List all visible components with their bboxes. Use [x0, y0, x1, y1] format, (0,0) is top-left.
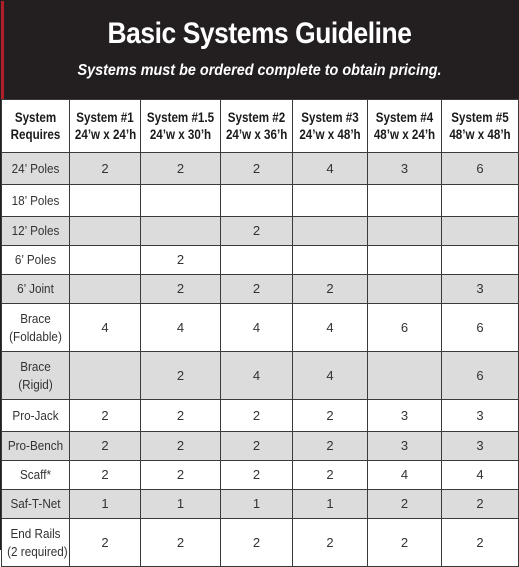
table-cell: 3: [368, 153, 442, 185]
table-row: [2, 153, 519, 185]
row-label-text: 6’ Poles: [14, 252, 57, 267]
table-row: [2, 275, 519, 304]
table-cell: 6: [442, 352, 519, 400]
header-banner: [1, 1, 518, 99]
table-cell: 2: [368, 490, 442, 519]
table-cell: 2: [70, 153, 141, 185]
header-accent-bar: [1, 1, 4, 99]
column-header-size: 48’w x 48’h: [449, 127, 511, 142]
table-cell: 2: [70, 400, 141, 432]
column-header-system-3: [293, 100, 368, 153]
column-header-system-2: [221, 100, 293, 153]
table-cell: [368, 275, 442, 304]
table-cell: 2: [293, 275, 368, 304]
column-header-name: System #1: [76, 110, 134, 125]
table-cell: 2: [221, 217, 293, 246]
row-label-text: 18’ Poles: [11, 192, 60, 208]
table-cell: 2: [141, 352, 221, 400]
row-label-text: (Foldable): [9, 328, 62, 344]
table-row: [2, 185, 519, 217]
table-cell: 2: [293, 519, 368, 567]
table-cell: 2: [141, 519, 221, 567]
table-cell: [368, 185, 442, 217]
column-header-system-4: [368, 100, 442, 153]
row-label-text: (Rigid): [18, 376, 53, 392]
column-header-system-1: [70, 100, 141, 153]
table-cell: [293, 217, 368, 246]
table-cell: 2: [221, 432, 293, 461]
table-row: [2, 461, 519, 490]
table-cell: 2: [442, 490, 519, 519]
table-cell: 4: [293, 352, 368, 400]
table-cell: 2: [368, 519, 442, 567]
row-label-text: Scaff*: [19, 467, 51, 482]
table-header-row: [2, 100, 519, 153]
row-label: [2, 304, 70, 352]
table-row: [2, 217, 519, 246]
column-header-system-5: [442, 100, 519, 153]
table-cell: 2: [70, 519, 141, 567]
column-header-name: System #5: [451, 110, 509, 125]
corner-header-line: System: [14, 110, 57, 125]
row-label-text: End Rails: [10, 525, 61, 541]
table-row: [2, 352, 519, 400]
row-label: [2, 275, 70, 304]
row-label: [2, 461, 70, 490]
row-label: [2, 246, 70, 275]
column-header-system-1-5: [141, 100, 221, 153]
table-cell: 2: [293, 461, 368, 490]
row-label-text: 24’ Poles: [11, 160, 60, 176]
table-cell: [221, 185, 293, 217]
row-label-text: (2 required): [7, 543, 68, 559]
row-label: [2, 153, 70, 185]
table-row: [2, 490, 519, 519]
table-cell: 2: [293, 432, 368, 461]
table-cell: [293, 185, 368, 217]
row-label-text: Brace: [20, 358, 51, 374]
table-cell: 2: [221, 275, 293, 304]
table-cell: [70, 246, 141, 275]
table-cell: 2: [221, 461, 293, 490]
row-label-text: 12’ Poles: [11, 223, 60, 238]
table-cell: 2: [70, 432, 141, 461]
row-label-text: Pro-Jack: [12, 407, 59, 423]
table-cell: 2: [141, 246, 221, 275]
row-label: [2, 217, 70, 246]
table-cell: [293, 246, 368, 275]
table-cell: 4: [141, 304, 221, 352]
column-header-size: 24’w x 30’h: [149, 127, 212, 142]
table-cell: [70, 275, 141, 304]
table-cell: 2: [141, 153, 221, 185]
table-cell: 2: [221, 400, 293, 432]
table-cell: 1: [70, 490, 141, 519]
table-cell: 2: [141, 432, 221, 461]
table-row: [2, 400, 519, 432]
table-cell: [442, 246, 519, 275]
table-cell: [442, 217, 519, 246]
page-title: Basic Systems Guideline: [107, 17, 412, 50]
table-cell: 1: [293, 490, 368, 519]
table-cell: 3: [442, 432, 519, 461]
table-cell: 3: [442, 400, 519, 432]
row-label: [2, 185, 70, 217]
column-header-size: 24’w x 24’h: [74, 127, 137, 142]
table-cell: 4: [368, 461, 442, 490]
table-cell: 4: [293, 304, 368, 352]
table-cell: [368, 246, 442, 275]
table-cell: 1: [221, 490, 293, 519]
systems-table: [1, 99, 519, 567]
column-header-size: 24’w x 48’h: [299, 127, 361, 142]
table-cell: 3: [442, 275, 519, 304]
table-cell: 6: [368, 304, 442, 352]
table-row: [2, 519, 519, 567]
column-header-size: 48’w x 24’h: [373, 127, 436, 142]
row-label-text: 6’ Joint: [17, 281, 54, 296]
table-cell: 2: [70, 461, 141, 490]
table-cell: 2: [442, 519, 519, 567]
column-header-name: System #1.5: [146, 110, 215, 125]
table-cell: [141, 217, 221, 246]
table-cell: 4: [293, 153, 368, 185]
table-cell: 4: [221, 304, 293, 352]
table-cell: 2: [141, 275, 221, 304]
table-row: [2, 432, 519, 461]
table-cell: 4: [442, 461, 519, 490]
table-cell: 2: [221, 153, 293, 185]
table-cell: [368, 217, 442, 246]
table-cell: [368, 352, 442, 400]
table-cell: 3: [368, 432, 442, 461]
table-row: [2, 246, 519, 275]
column-header-name: System #2: [227, 110, 286, 125]
table-cell: [70, 217, 141, 246]
row-label-text: Saf-T-Net: [10, 496, 61, 511]
table-cell: 4: [221, 352, 293, 400]
row-label: [2, 432, 70, 461]
row-label: [2, 490, 70, 519]
table-cell: [442, 185, 519, 217]
table-cell: [221, 246, 293, 275]
row-label: [2, 519, 70, 567]
column-header-size: 24’w x 36’h: [225, 127, 288, 142]
table-cell: 3: [368, 400, 442, 432]
table-cell: [70, 352, 141, 400]
table-cell: [70, 185, 141, 217]
corner-header: [2, 100, 70, 153]
column-header-name: System #4: [375, 110, 434, 125]
table-cell: 2: [221, 519, 293, 567]
table-cell: 1: [141, 490, 221, 519]
table-cell: 4: [70, 304, 141, 352]
row-label-text: Pro-Bench: [7, 438, 64, 453]
table-cell: 6: [442, 153, 519, 185]
table-cell: 6: [442, 304, 519, 352]
page-subtitle: Systems must be ordered complete to obtain pricing.: [77, 62, 442, 79]
row-label-text: Brace: [20, 310, 51, 326]
table-cell: 2: [293, 400, 368, 432]
table-row: [2, 304, 519, 352]
table-cell: [141, 185, 221, 217]
row-label: [2, 352, 70, 400]
row-label: [2, 400, 70, 432]
table-cell: 2: [141, 400, 221, 432]
corner-header-line: Requires: [10, 127, 61, 142]
table-cell: 2: [141, 461, 221, 490]
column-header-name: System #3: [301, 110, 359, 125]
